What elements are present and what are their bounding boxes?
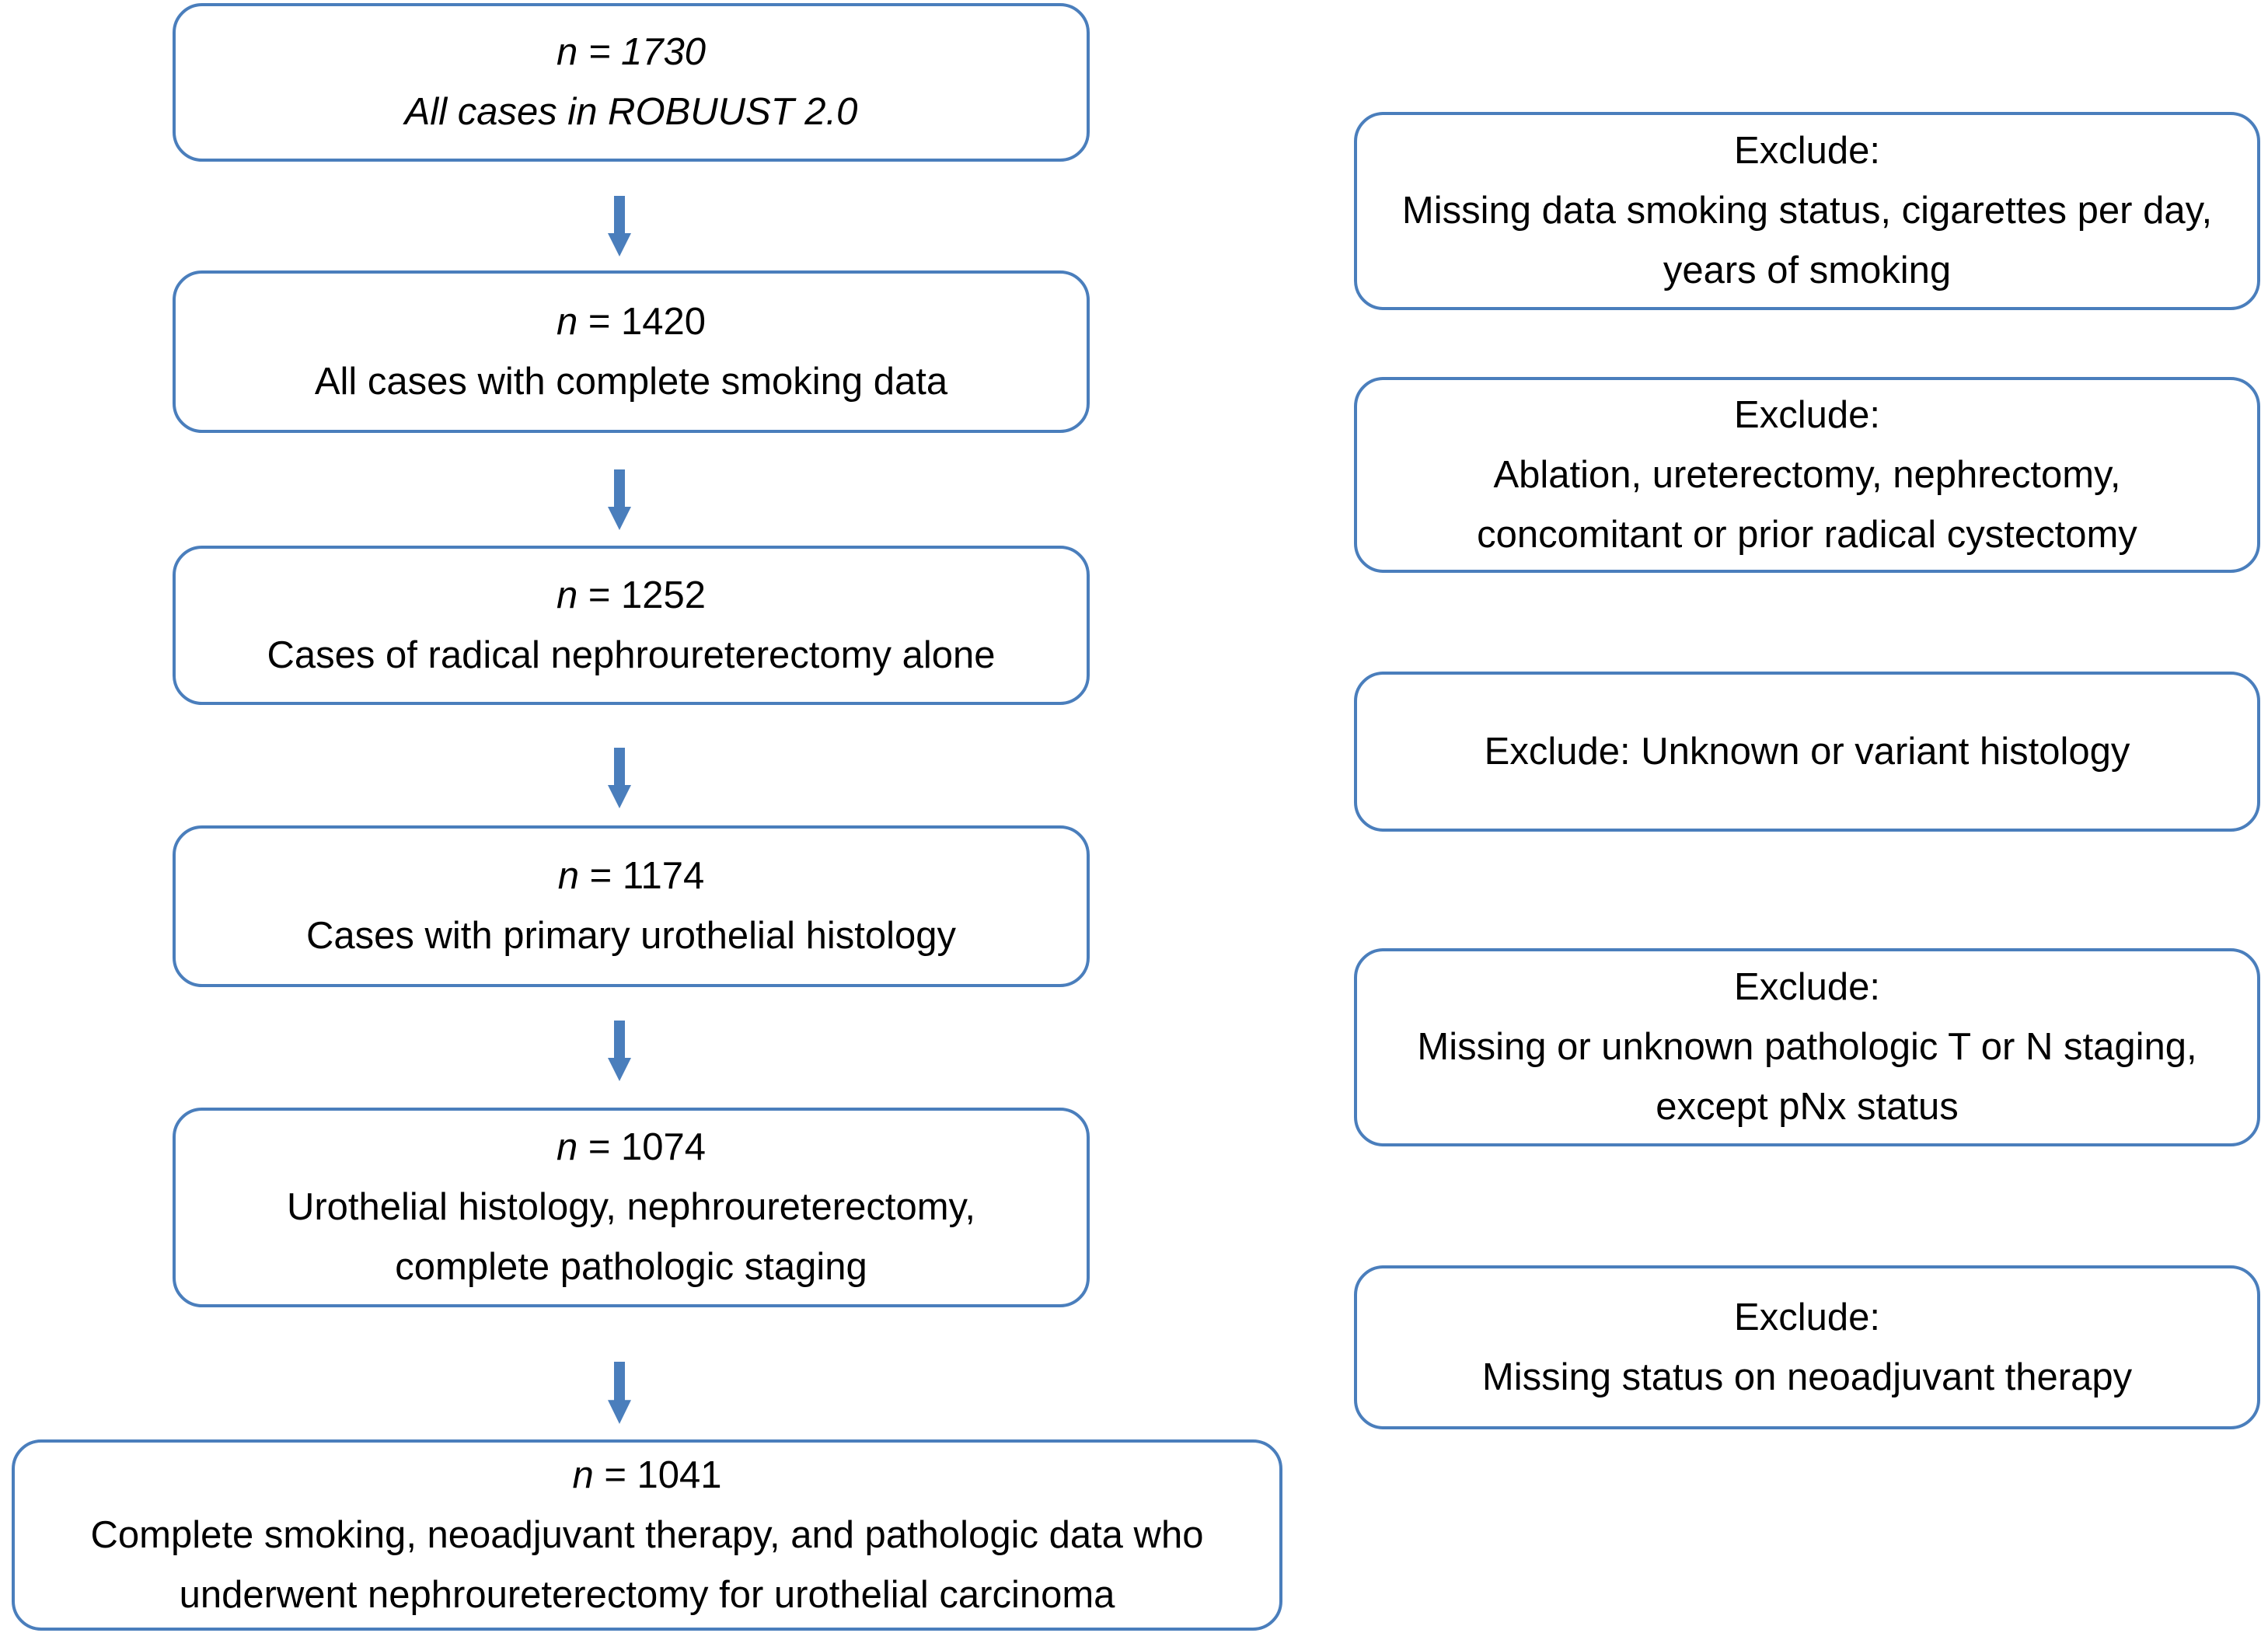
sample-size-label	[557, 292, 706, 352]
n-symbol: n	[557, 855, 580, 897]
n-symbol: n	[556, 300, 578, 343]
exclusion-text: Missing status on neoadjuvant therapy	[1481, 1356, 2133, 1398]
cohort-description: All cases in ROBUUST 2.0	[404, 91, 858, 133]
cohort-description: Urothelial histology, nephroureterectomy, complete pathologic staging	[286, 1186, 976, 1288]
cohort-description: Cases with primary urothelial histology	[305, 915, 957, 957]
n-symbol: n	[556, 1126, 578, 1168]
n-value: = 1074	[577, 1126, 707, 1168]
flow-arrow-down-icon	[608, 196, 631, 256]
exclude-box-neoadjuvant-therapy	[1354, 1265, 2260, 1429]
exclude-box-other-procedures	[1354, 377, 2260, 573]
flow-box-complete-smoking-data	[173, 270, 1090, 433]
exclude-box-pathologic-staging	[1354, 948, 2260, 1146]
sample-size-label	[572, 1446, 721, 1506]
flow-arrow-down-icon	[608, 1021, 631, 1081]
exclusion-text: Ablation, ureterectomy, nephrectomy, concomitant or prior radical cystectomy	[1477, 453, 2137, 556]
sample-size-label	[557, 1118, 706, 1178]
exclusion-text: Missing or unknown pathologic T or N staging, except pNx status	[1417, 1026, 2197, 1128]
flow-arrow-down-icon	[608, 748, 631, 808]
exclusion-text: Exclude: Unknown or variant histology	[1484, 730, 2130, 773]
cohort-description: Cases of radical nephroureterectomy alone	[267, 633, 996, 676]
flow-box-primary-urothelial-histology	[173, 825, 1090, 987]
cohort-description: All cases with complete smoking data	[314, 360, 948, 403]
sample-size-label	[558, 846, 704, 906]
flow-arrow-down-icon	[608, 1362, 631, 1424]
n-value: = 1174	[579, 855, 705, 897]
n-symbol: n	[556, 31, 578, 73]
sample-size-label	[557, 23, 706, 82]
n-symbol: n	[556, 574, 578, 616]
n-value: = 1420	[577, 300, 707, 343]
flow-box-all-cases	[173, 3, 1090, 162]
exclusion-title: Exclude:	[1734, 130, 1880, 172]
n-value: = 1730	[577, 31, 707, 73]
exclude-box-smoking-data	[1354, 112, 2260, 310]
flow-box-final-cohort	[12, 1439, 1282, 1631]
exclude-box-variant-histology	[1354, 672, 2260, 832]
exclusion-title: Exclude:	[1734, 393, 1880, 436]
exclusion-text: Missing data smoking status, cigarettes per day, years of smoking	[1401, 190, 2213, 291]
sample-size-label	[557, 566, 706, 626]
flow-box-complete-pathologic-staging	[173, 1108, 1090, 1307]
exclusion-title: Exclude:	[1734, 1296, 1880, 1338]
n-symbol: n	[572, 1453, 594, 1496]
flow-arrow-down-icon	[608, 469, 631, 530]
n-value: = 1252	[577, 574, 707, 616]
n-value: = 1041	[593, 1453, 722, 1496]
exclusion-title: Exclude:	[1734, 966, 1880, 1008]
cohort-description: Complete smoking, neoadjuvant therapy, and pathologic data who underwent nephroureterectomy for urothelial carcinoma	[90, 1513, 1204, 1616]
flow-box-radical-nephroureterectomy	[173, 546, 1090, 705]
